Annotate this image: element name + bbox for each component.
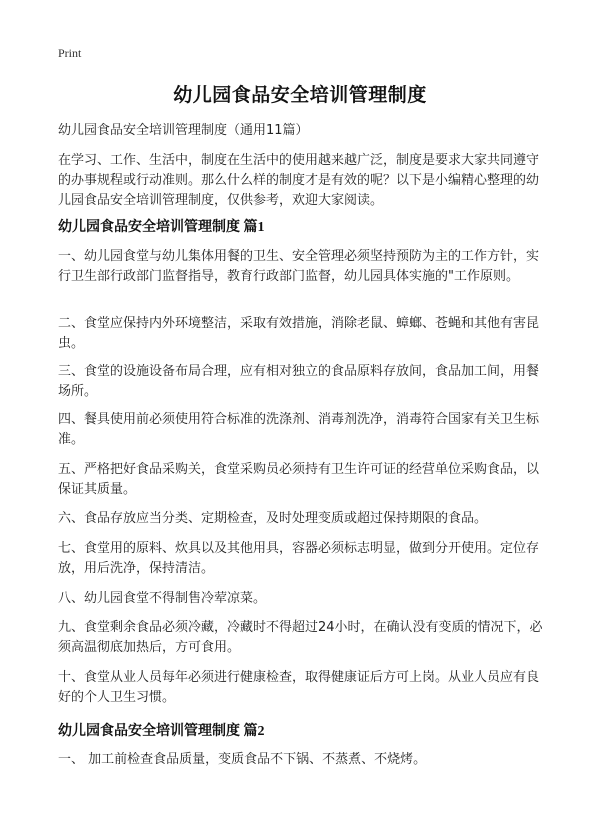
section-1-paragraph-2: 二、食堂应保持内外环境整洁，采取有效措施，消除老鼠、蟑螂、苍蝇和其他有害昆虫。	[58, 316, 540, 351]
intro-paragraph: 在学习、工作、生活中，制度在生活中的使用越来越广泛，制度是要求大家共同遵守的办事规程或行动准则。那么什么样的制度才是有效的呢？以下是小编精心整理的幼儿园食品安全培训管理制度，仅供参考，欢迎大家阅读。	[58, 153, 540, 208]
section-1-paragraph-7: 七、食堂用的原料、炊具以及其他用具，容器必须标志明显，做到分开使用。定位存放，用后洗净，保持清洁。	[58, 541, 540, 576]
section-2-paragraph-1: 一、 加工前检查食品质量，变质食品不下锅、不蒸煮、不烧烤。	[58, 752, 427, 767]
section-1-paragraph-9: 九、食堂剩余食品必须冷藏，冷藏时不得超过24小时，在确认没有变质的情况下，必须高温彻底加热后，方可食用。	[58, 620, 543, 655]
print-label[interactable]: Print	[58, 46, 82, 60]
section-1-paragraph-4: 四、餐具使用前必须使用符合标准的洗涤剂、消毒剂洗净，消毒符合国家有关卫生标准。	[58, 412, 540, 447]
document-title: 幼儿园食品安全培训管理制度	[173, 84, 427, 106]
section-1-paragraph-3: 三、食堂的设施设备布局合理，应有相对独立的食品原料存放间，食品加工间，用餐场所。	[58, 364, 540, 399]
section-1-paragraph-10: 十、食堂从业人员每年必须进行健康检查，取得健康证后方可上岗。从业人员应有良好的个人卫生习惯。	[58, 670, 540, 705]
section-1-paragraph-8: 八、幼儿园食堂不得制售冷荤凉菜。	[58, 591, 267, 606]
section-1-paragraph-6: 六、食品存放应当分类、定期检查，及时处理变质或超过保持期限的食品。	[58, 511, 488, 526]
section-1-paragraph-1: 一、幼儿园食堂与幼儿集体用餐的卫生、安全管理必须坚持预防为主的工作方针，实行卫生部行政部门监督指导，教育行政部门监督，幼儿园具体实施的"工作原则。	[58, 249, 540, 284]
section-heading-1: 幼儿园食品安全培训管理制度 篇1	[58, 220, 265, 235]
document-subtitle: 幼儿园食品安全培训管理制度（通用11篇）	[58, 123, 309, 138]
section-1-paragraph-5: 五、严格把好食品采购关，食堂采购员必须持有卫生许可证的经营单位采购食品，以保证其质量。	[58, 462, 540, 497]
section-heading-2: 幼儿园食品安全培训管理制度 篇2	[58, 724, 265, 739]
